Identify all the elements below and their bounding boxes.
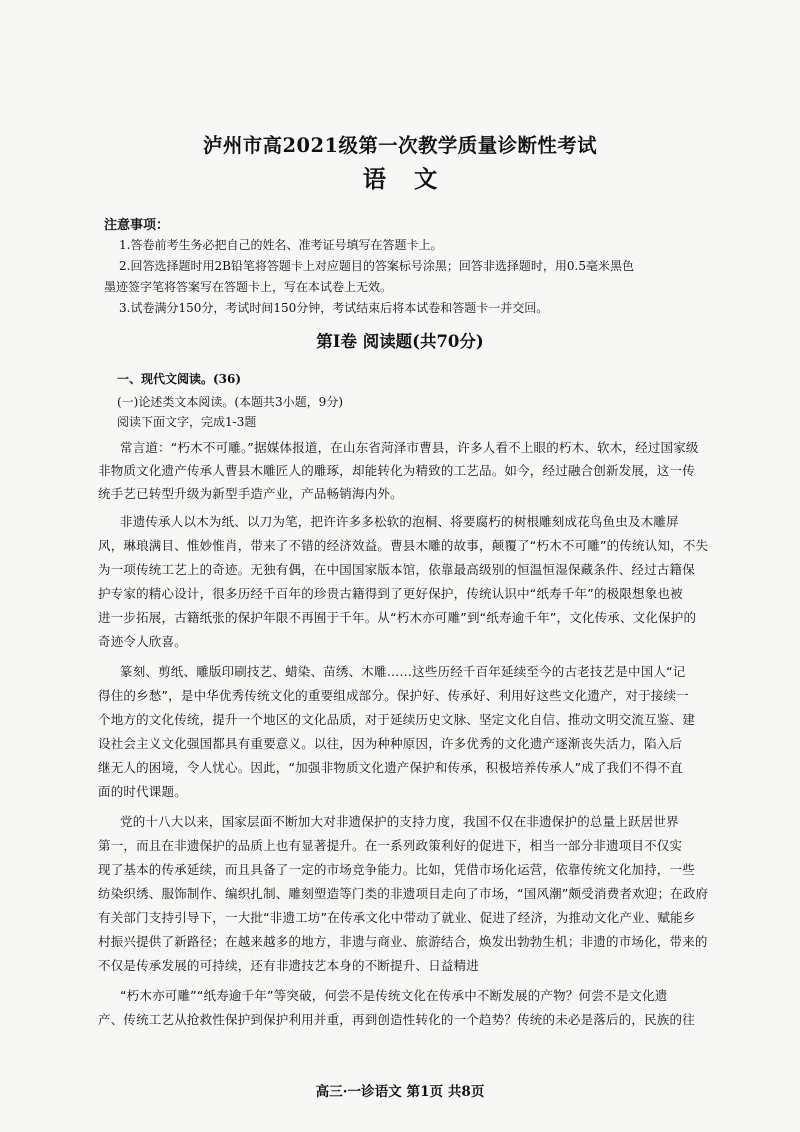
subject-title	[0, 160, 800, 194]
article-line: 不仅是传承发展的可持续，还有非遗技艺本身的不断提升、日益精进	[98, 958, 480, 973]
notice-line: 2.回答选择题时用2B铅笔将答题卡上对应题目的答案标号涂黑；回答非选择题时，用0.5毫米黑色	[119, 259, 634, 273]
part-heading: 一、现代文阅读。(36)	[117, 372, 242, 386]
article-line: 有关部门支持引导下，一大批“非遗工坊”在传承文化中带动了就业、促进了经济，为推动文化产业、赋能乡	[98, 910, 696, 925]
article-line: 产、传统工艺从抢救性保护到保护利用并重，再到创造性转化的一个趋势？传统的未必是落后的，民族的往	[98, 1012, 695, 1027]
notice-heading: 注意事项：	[104, 218, 170, 233]
article-line: 非物质文化遗产传承人曹县木雕匠人的雕琢，却能转化为精致的工艺品。如今，经过融合创新发展，这一传	[98, 463, 695, 478]
article-line: 统手艺已转型升级为新型手造产业，产品畅销海内外。	[98, 486, 403, 501]
article-line: 为一项传统工艺上的奇迹。无独有偶，在中国国家版本馆，依靠最高级别的恒温恒湿保藏条件、经过古籍保	[98, 562, 695, 577]
article-line: 常言道：“朽木不可雕。”据媒体报道，在山东省菏泽市曹县，许多人看不上眼的朽木、软木，经过国家级	[120, 440, 699, 455]
notice-line: 墨迹签字笔将答案写在答题卡上，写在本试卷上无效。	[104, 280, 393, 294]
article-line: 非遗传承人以木为纸、以刀为笔，把许许多多松软的泡桐、将要腐朽的树根雕刻成花鸟鱼虫及木雕屏	[120, 514, 679, 529]
subject-char-2: 文	[414, 166, 438, 193]
notice-line: 3.试卷满分150分，考试时间150分钟，考试结束后将本试卷和答题卡一并交回。	[119, 301, 549, 315]
article-line: 得住的乡愁”，是中华优秀传统文化的重要组成部分。保护好、传承好、利用好这些文化遗产，对于接续一	[98, 688, 689, 703]
article-line: 篆刻、剪纸、雕版印刷技艺、蜡染、苗绣、木雕……这些历经千百年延续至今的古老技艺是中国人“记	[120, 664, 686, 679]
section-title: 第Ⅰ卷 阅读题(共70分)	[316, 332, 484, 351]
article-line: 护专家的精心设计，很多历经千百年的珍贵古籍得到了更好保护，传统认识中“纸寿千年”的极限想象也被	[98, 586, 683, 601]
article-line: 风，琳琅满目、惟妙惟肖，带来了不错的经济效益。曹县木雕的故事，颠覆了“朽木不可雕”的传统认知，不失	[98, 538, 709, 553]
subpart-heading: (一)论述类文本阅读。(本题共3小题，9分)	[117, 395, 343, 409]
subject-char-1: 语	[362, 166, 386, 193]
article-line: 设社会主义文化强国都具有重要意义。以往，因为种种原因，许多优秀的文化遗产逐渐丧失活力，陷入后	[98, 736, 683, 751]
article-line: 党的十八大以来，国家层面不断加大对非遗保护的支持力度，我国不仅在非遗保护的总量上跃居世界	[120, 814, 679, 829]
article-line: 继无人的困境，令人忧心。因此，“加强非物质文化遗产保护和传承，积极培养传承人”成了我们不得不直	[98, 760, 683, 775]
article-line: 奇迹令人欣喜。	[98, 634, 187, 649]
exam-title: 泸州市高2021级第一次教学质量诊断性考试	[202, 134, 598, 157]
article-line: “朽木亦可雕”“纸寿逾千年”等突破，何尝不是传统文化在传承中不断发展的产物？何尝不是文化遗	[120, 988, 668, 1003]
article-line: 个地方的文化传统，提升一个地区的文化品质，对于延续历史文脉、坚定文化自信、推动文明交流互鉴、建	[98, 712, 695, 727]
page-footer: 高三·一诊语文 第1页 共8页	[315, 1084, 485, 1100]
article-line: 第一，而且在非遗保护的品质上也有显著提升。在一系列政策利好的促进下，相当一部分非遗项目不仅实	[98, 838, 683, 853]
article-line: 纺染织绣、服饰制作、编织扎制、雕刻塑造等门类的非遗项目走向了市场，“国风潮”颇受消费者欢迎；在政府	[98, 886, 709, 901]
article-line: 进一步拓展，古籍纸张的保护年限不再囿于千年。从“朽木亦可雕”到“纸寿逾千年”，文化传承、文化保护的	[98, 610, 697, 625]
instruction-text: 阅读下面文字，完成1-3题	[117, 415, 257, 429]
notice-line: 1.答卷前考生务必把自己的姓名、准考证号填写在答题卡上。	[119, 238, 443, 252]
article-line: 面的时代课题。	[98, 784, 187, 799]
article-line: 现了基本的传承延续，而且具备了一定的市场竞争能力。比如，凭借市场化运营，依靠传统文化加持，一些	[98, 862, 695, 877]
article-line: 村振兴提供了新路径；在越来越多的地方，非遗与商业、旅游结合，焕发出勃勃生机；非遗的市场化，带来的	[98, 934, 708, 949]
